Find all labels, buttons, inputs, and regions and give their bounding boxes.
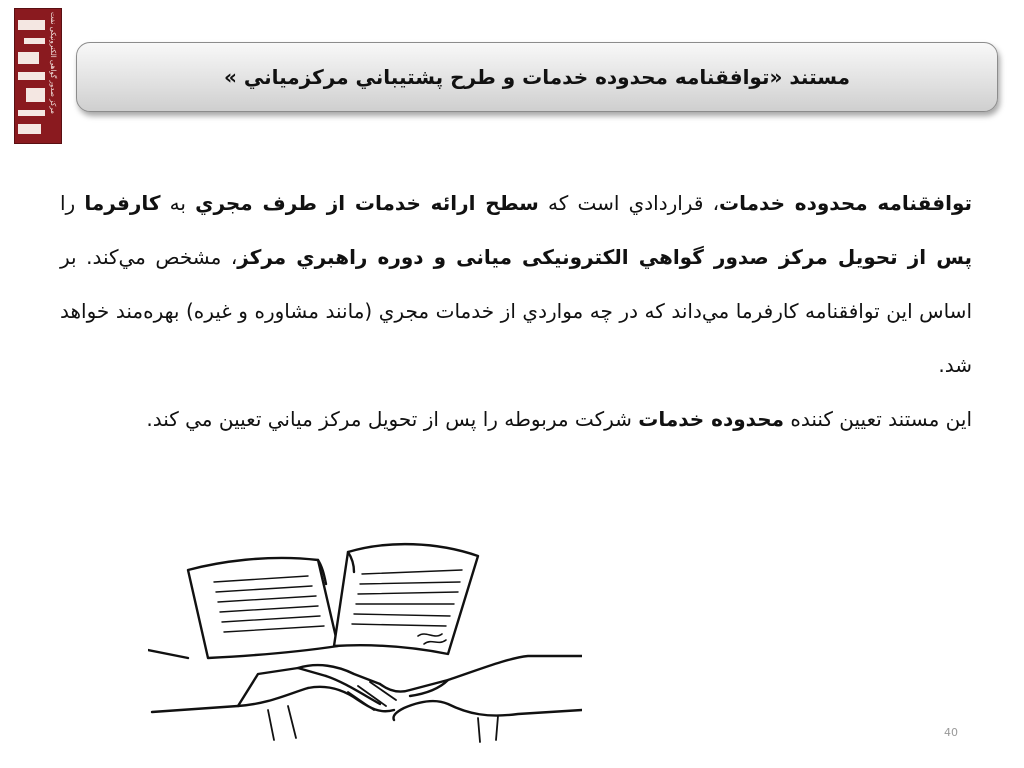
contract-handshake-icon (148, 534, 582, 744)
text-normal: شركت مربوطه را پس از تحويل مركز مياني تعيين مي كند. (146, 407, 639, 431)
text-normal: ، مشخص مي‌كند. بر اساس اين توافقنامه كارفرما مي‌داند كه در چه مواردي از خدمات مجري (مانند مشاوره و غيره) بهره‌مند خواهد شد. (60, 245, 972, 377)
paragraph-definition (60, 176, 972, 392)
text-normal: ، قراردادي است كه (538, 191, 720, 215)
title-banner (76, 42, 998, 112)
logo-side-text: مرکز صدور گواهی الکترونیکی نفت (49, 12, 57, 114)
main-content (60, 178, 972, 446)
text-normal: به (160, 191, 196, 215)
text-normal: اين مستند تعيين كننده (784, 407, 972, 431)
text-bold: سطح ارائه خدمات از طرف مجري (195, 191, 539, 215)
logo-mark (18, 12, 45, 140)
paragraph-scope (60, 392, 972, 446)
page-number: 40 (944, 726, 958, 739)
text-bold: كارفرما (84, 191, 161, 215)
text-bold: توافقنامه محدوده خدمات (719, 191, 972, 215)
page-title: مستند «توافقنامه محدوده خدمات و طرح پشتيباني مركزمياني » (224, 65, 850, 89)
logo (14, 8, 62, 144)
text-normal: را (60, 191, 85, 215)
text-bold: پس از تحويل مركز صدور گواهي الكترونيکی میانی و دوره راهبري مركز (237, 245, 972, 269)
text-bold: محدوده خدمات (638, 407, 785, 431)
